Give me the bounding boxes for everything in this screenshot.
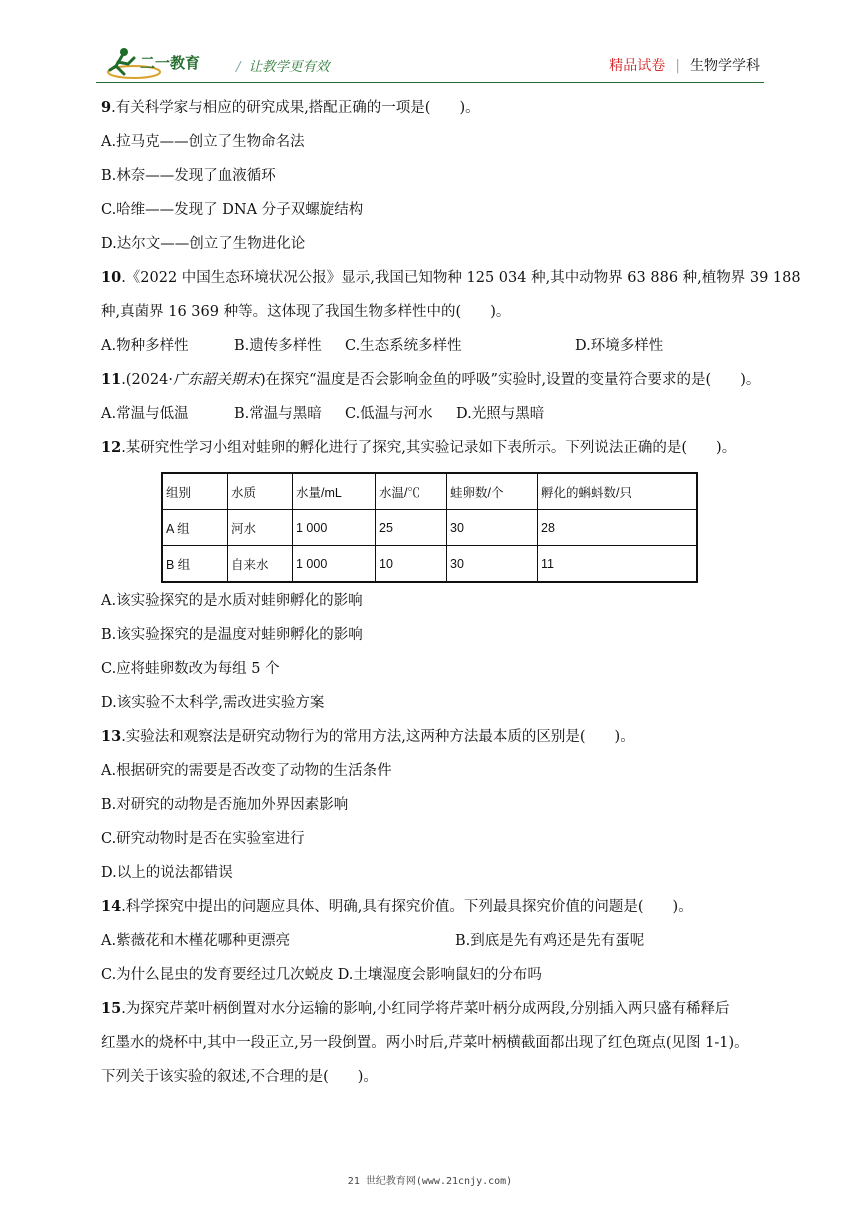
q12-table-wrap	[161, 472, 761, 583]
q11-option-c: C.低温与河水	[345, 406, 433, 422]
q12-option-c: C.应将蛙卵数改为每组 5 个	[101, 661, 280, 677]
question-list	[101, 96, 801, 1099]
q11-option-d: D.光照与黑暗	[456, 406, 545, 422]
q10-option-d: D.环境多样性	[575, 338, 664, 354]
q10-option-c: C.生态系统多样性	[345, 338, 462, 354]
q14-option-c: C.为什么昆虫的发育要经过几次蜕皮	[101, 967, 334, 983]
table-cell: 自来水	[228, 546, 293, 583]
question-10-stem: 10.《2022 中国生态环境状况公报》显示,我国已知物种 125 034 种,其中动物界 63 886 种,植物界 39 188	[101, 269, 801, 286]
q12-data-table	[161, 472, 698, 583]
q9-option-b: B.林奈——发现了血液循环	[101, 168, 276, 184]
table-row	[162, 546, 697, 583]
question-10-stem-cont: 种,真菌界 16 369 种等。这体现了我国生物多样性中的( )。	[101, 304, 511, 320]
logo-text: 二一教育	[140, 54, 201, 72]
table-header-cell: 蛙卵数/个	[447, 473, 538, 510]
q9-option-a: A.拉马克——创立了生物命名法	[101, 134, 305, 150]
slogan: / 让教学更有效	[236, 59, 330, 75]
q12-option-d: D.该实验不太科学,需改进实验方案	[101, 695, 325, 711]
header-divider	[96, 82, 764, 83]
table-cell: B 组	[162, 546, 228, 583]
table-cell: 28	[538, 510, 698, 546]
q13-option-d: D.以上的说法都错误	[101, 865, 233, 881]
q11-option-a: A.常温与低温	[101, 406, 189, 422]
page-header	[0, 0, 860, 86]
q13-option-c: C.研究动物时是否在实验室进行	[101, 831, 305, 847]
q12-option-a: A.该实验探究的是水质对蛙卵孵化的影响	[101, 593, 363, 609]
q12-option-b: B.该实验探究的是温度对蛙卵孵化的影响	[101, 627, 363, 643]
table-cell: 10	[376, 546, 447, 583]
q11-source: 广东韶关期末	[172, 372, 260, 388]
question-13-stem: 13.实验法和观察法是研究动物行为的常用方法,这两种方法最本质的区别是( )。	[101, 728, 635, 745]
table-header-cell: 组别	[162, 473, 228, 510]
table-cell: 河水	[228, 510, 293, 546]
header-right: 精品试卷 | 生物学学科	[609, 58, 760, 74]
q10-option-a: A.物种多样性	[101, 338, 189, 354]
q13-option-a: A.根据研究的需要是否改变了动物的生活条件	[101, 763, 392, 779]
subject-label: 生物学学科	[690, 58, 760, 74]
table-cell: 30	[447, 546, 538, 583]
question-14-stem: 14.科学探究中提出的问题应具体、明确,具有探究价值。下列最具探究价值的问题是( )。	[101, 898, 693, 915]
q14-option-a: A.紫薇花和木槿花哪种更漂亮	[101, 933, 291, 949]
q9-option-c: C.哈维——发现了 DNA 分子双螺旋结构	[101, 202, 364, 218]
table-cell: 1 000	[293, 510, 376, 546]
table-cell: 11	[538, 546, 698, 583]
question-15-stem: 15.为探究芹菜叶柄倒置对水分运输的影响,小红同学将芹菜叶柄分成两段,分别插入两只盛有稀释后	[101, 1000, 730, 1017]
question-15-stem-cont: 红墨水的烧杯中,其中一段正立,另一段倒置。两小时后,芹菜叶柄横截面都出现了红色斑点(见图 1-1)。	[101, 1035, 749, 1051]
question-15-stem-end: 下列关于该实验的叙述,不合理的是( )。	[101, 1069, 378, 1085]
table-header-cell: 水温/℃	[376, 473, 447, 510]
table-header-cell: 水质	[228, 473, 293, 510]
q10-options	[101, 334, 761, 368]
q11-option-b: B.常温与黑暗	[234, 406, 322, 422]
quality-tag: 精品试卷	[609, 58, 666, 74]
table-cell: 1 000	[293, 546, 376, 583]
q14-options-row1	[101, 929, 761, 963]
table-header-cell: 孵化的蝌蚪数/只	[538, 473, 698, 510]
q11-options	[101, 402, 761, 436]
question-12-stem: 12.某研究性学习小组对蛙卵的孵化进行了探究,其实验记录如下表所示。下列说法正确的是( )。	[101, 439, 737, 456]
q14-option-b: B.到底是先有鸡还是先有蛋呢	[455, 933, 645, 949]
question-9-stem: 9.有关科学家与相应的研究成果,搭配正确的一项是( )。	[101, 99, 480, 116]
q13-option-b: B.对研究的动物是否施加外界因素影响	[101, 797, 349, 813]
slogan-text: 让教学更有效	[248, 59, 330, 75]
question-11-stem: 11.(2024·广东韶关期末)在探究“温度是否会影响金鱼的呼吸”实验时,设置的变量符合要求的是( )。	[101, 371, 761, 388]
page-footer: 21 世纪教育网(www.21cnjy.com)	[347, 1176, 513, 1187]
table-cell: 30	[447, 510, 538, 546]
q9-option-d: D.达尔文——创立了生物进化论	[101, 236, 306, 252]
table-cell: 25	[376, 510, 447, 546]
q14-options-row2	[101, 963, 761, 997]
q14-option-d: D.土壤湿度会影响鼠妇的分布吗	[337, 967, 542, 983]
table-header-row	[162, 473, 697, 510]
table-header-cell: 水量/mL	[293, 473, 376, 510]
table-row	[162, 510, 697, 546]
q10-option-b: B.遗传多样性	[234, 338, 322, 354]
table-cell: A 组	[162, 510, 228, 546]
